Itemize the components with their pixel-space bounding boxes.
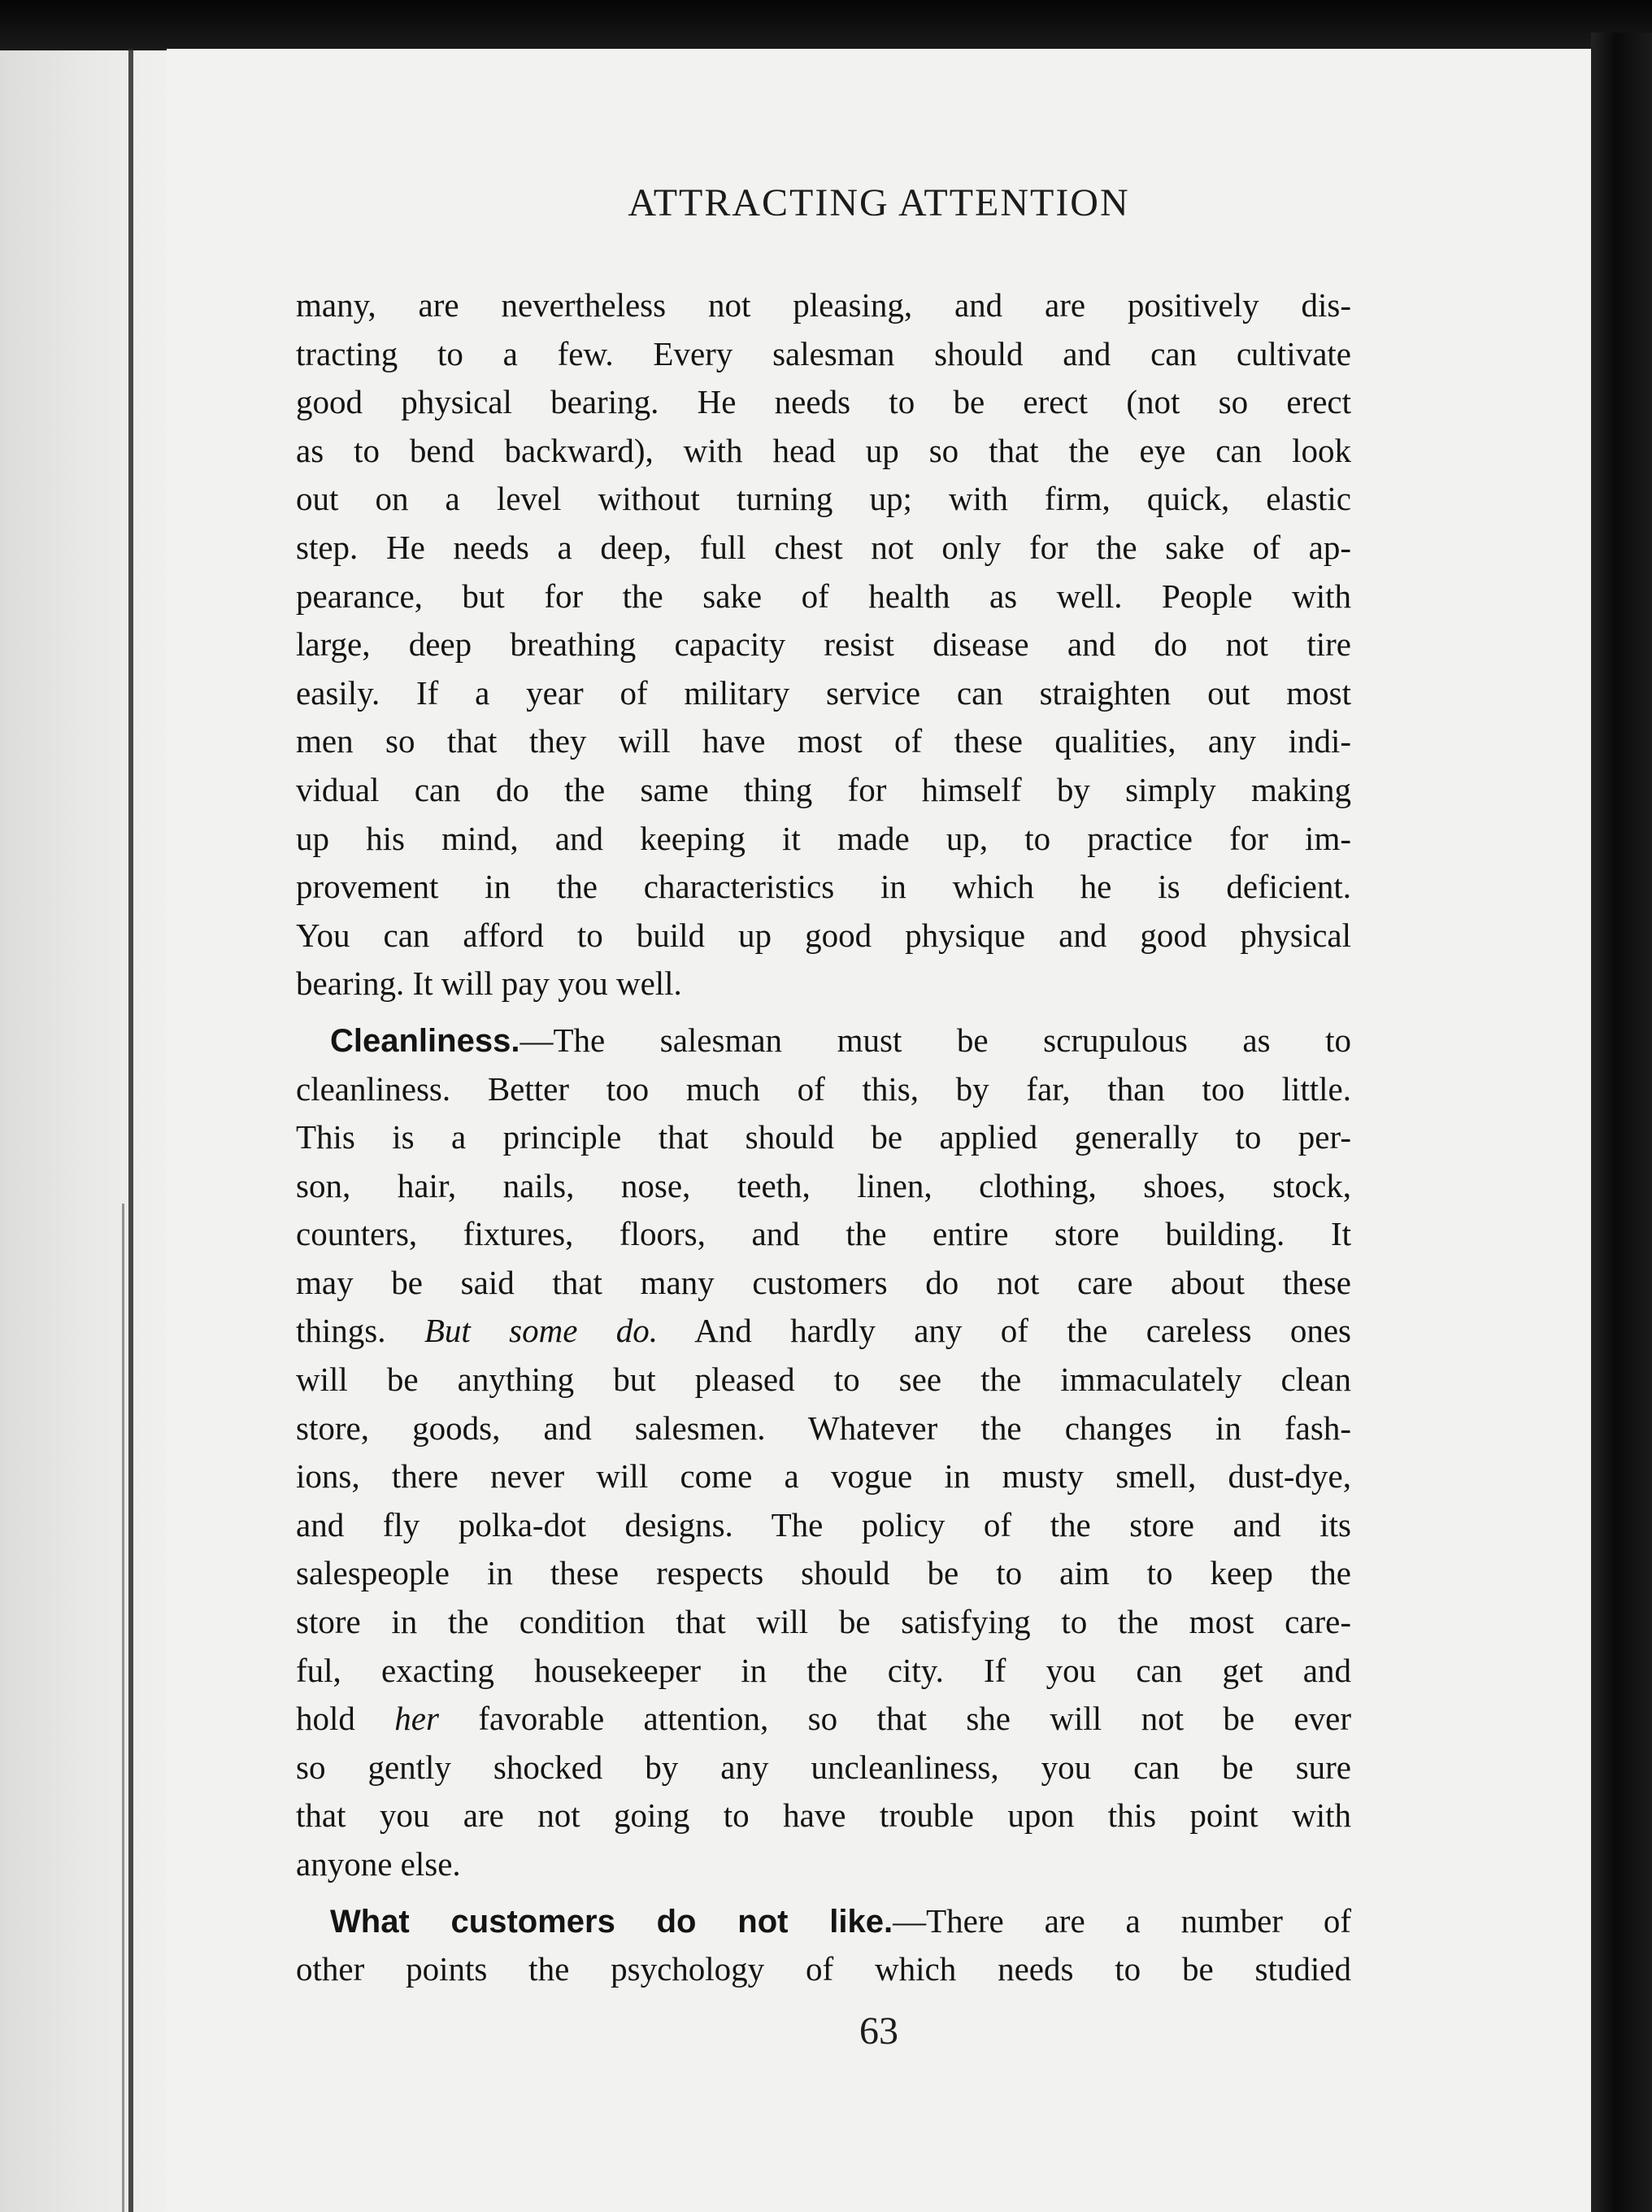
- scan-right-border: [1591, 33, 1652, 2212]
- text-line: tracting to a few. Every salesman should and can cultivate: [296, 334, 1351, 372]
- text-run: —The salesman must be scrupulous as to: [520, 1021, 1351, 1059]
- paragraph: [296, 281, 1351, 1008]
- text-line: up his mind, and keeping it made up, to practice for im-: [296, 819, 1351, 857]
- binding-gutter-line: [128, 49, 133, 2212]
- text-line: that you are not going to have trouble upon this point with: [296, 1796, 1351, 1835]
- paragraph: [296, 1897, 1351, 1994]
- text-line-with-emphasis: [296, 1307, 1351, 1356]
- emphasis-run: her: [394, 1700, 439, 1738]
- text-line: many, are nevertheless not pleasing, and are positively dis-: [296, 286, 1351, 324]
- text-run: favorable attention, so that she will not be ever: [438, 1700, 1351, 1738]
- text-line: This is a principle that should be applied generally to per-: [296, 1118, 1351, 1156]
- text-line: pearance, but for the sake of health as well. People with: [296, 577, 1351, 615]
- section-run-in-heading: What customers do not like.: [330, 1903, 893, 1940]
- paragraph-first-line: [296, 1897, 1351, 1946]
- text-line: men so that they will have most of these qualities, any indi-: [296, 722, 1351, 760]
- text-line: salespeople in these respects should be to aim to keep the: [296, 1554, 1351, 1592]
- text-line: provement in the characteristics in which he is deficient.: [296, 868, 1351, 906]
- scan-left-margin: [0, 50, 167, 2212]
- scan-top-border: [0, 0, 1652, 50]
- section-run-in-heading: Cleanliness.: [330, 1022, 520, 1059]
- paragraph-spacing: [296, 1889, 1351, 1897]
- text-line: ions, there never will come a vogue in musty smell, dust-dye,: [296, 1457, 1351, 1496]
- text-line: cleanliness. Better too much of this, by far, than too little.: [296, 1069, 1351, 1108]
- text-line: store, goods, and salesmen. Whatever the changes in fash-: [296, 1409, 1351, 1447]
- text-line: good physical bearing. He needs to be erect (not so erect: [296, 383, 1351, 421]
- text-run: And hardly any of the careless ones: [658, 1312, 1351, 1350]
- text-line: easily. If a year of military service can straighten out most: [296, 673, 1351, 712]
- text-line: anyone else.: [296, 1845, 461, 1883]
- page-body-text: [296, 281, 1351, 1994]
- text-run: —There are a number of: [893, 1901, 1351, 1940]
- text-line: will be anything but pleased to see the immaculately clean: [296, 1361, 1351, 1399]
- text-line: bearing. It will pay you well.: [296, 964, 682, 1003]
- paragraph: [296, 1017, 1351, 1889]
- emphasis-run: But some do.: [424, 1312, 659, 1350]
- text-run: things.: [296, 1312, 424, 1350]
- binding-gutter-line-secondary: [122, 1204, 124, 2212]
- text-line: You can afford to build up good physique and good physical: [296, 916, 1351, 954]
- text-line: other points the psychology of which needs to be studied: [296, 1950, 1351, 1988]
- text-line: may be said that many customers do not care about these: [296, 1263, 1351, 1301]
- text-line: store in the condition that will be satisfying to the most care-: [296, 1603, 1351, 1641]
- text-line: as to bend backward), with head up so that the eye can look: [296, 431, 1351, 469]
- text-line: and fly polka-dot designs. The policy of the store and its: [296, 1505, 1351, 1544]
- running-head: ATTRACTING ATTENTION: [628, 181, 1130, 224]
- text-line: out on a level without turning up; with firm, quick, elastic: [296, 480, 1351, 518]
- text-line: large, deep breathing capacity resist disease and do not tire: [296, 625, 1351, 664]
- text-line: son, hair, nails, nose, teeth, linen, clothing, shoes, stock,: [296, 1166, 1351, 1204]
- text-line: vidual can do the same thing for himself by simply making: [296, 770, 1351, 808]
- page-number: 63: [859, 2010, 898, 2053]
- text-line: ful, exacting housekeeper in the city. If you can get and: [296, 1651, 1351, 1689]
- paragraph-spacing: [296, 1008, 1351, 1017]
- paragraph-first-line: [296, 1017, 1351, 1065]
- text-line: so gently shocked by any uncleanliness, you can be sure: [296, 1748, 1351, 1786]
- text-line: counters, fixtures, floors, and the entire store building. It: [296, 1215, 1351, 1253]
- text-line: step. He needs a deep, full chest not only for the sake of ap-: [296, 528, 1351, 566]
- text-line-with-emphasis: [296, 1695, 1351, 1744]
- text-run: hold: [296, 1700, 395, 1738]
